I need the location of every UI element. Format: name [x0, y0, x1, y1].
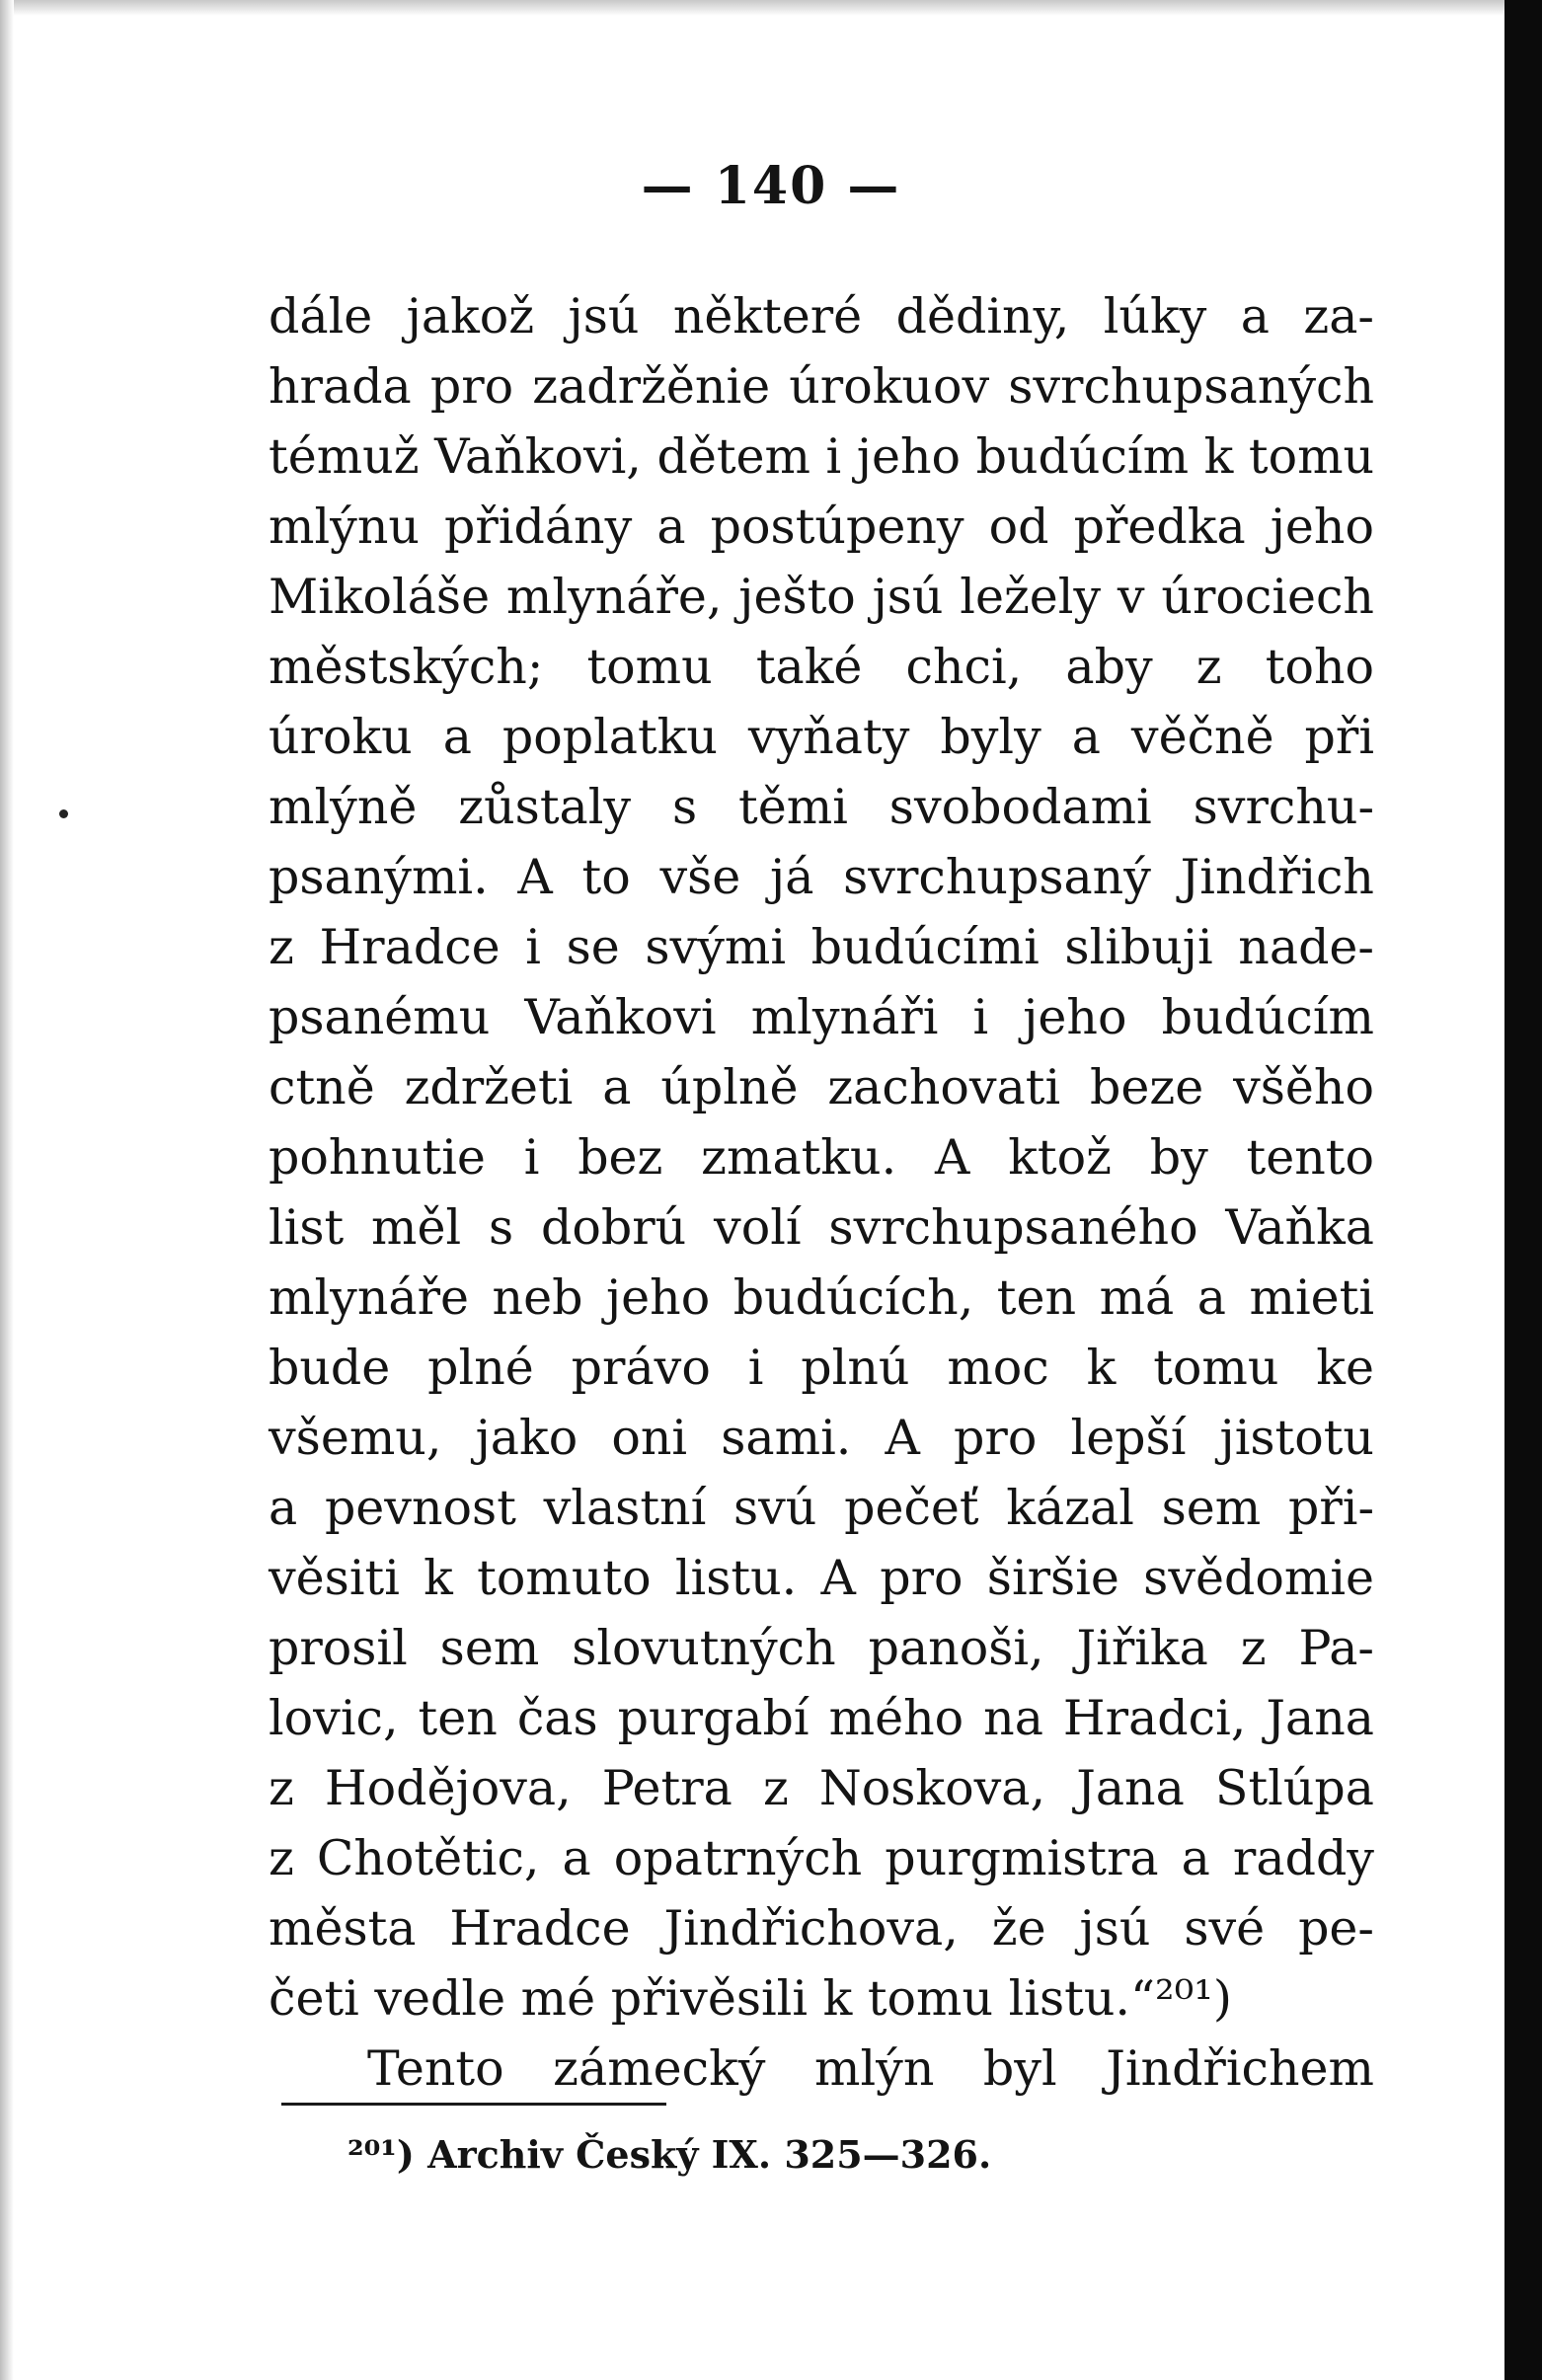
- text-line: témuž Vaňkovi, dětem i jeho budúcím k tomu: [269, 428, 1375, 485]
- footnote-marker: ²⁰¹): [347, 2132, 415, 2177]
- body-text: [269, 281, 1374, 2104]
- text-line: pohnutie i bez zmatku. A ktož by tento: [269, 1129, 1374, 1186]
- text-line-indented: Tento zámecký mlýn byl Jindřichem: [367, 2040, 1374, 2097]
- text-line: bude plné právo i plnú moc k tomu ke: [269, 1340, 1374, 1396]
- text-line: četi vedle mé přivěsili k tomu listu.“²⁰¹): [269, 1970, 1233, 2027]
- ink-speck: [59, 809, 68, 818]
- text-line: mlynáře neb jeho budúcích, ten má a mieti: [269, 1269, 1374, 1326]
- text-line: mlýně zůstaly s těmi svobodami svrchu-: [269, 779, 1374, 835]
- scan-edge-left: [0, 0, 14, 2380]
- text-line: a pevnost vlastní svú pečeť kázal sem při-: [269, 1480, 1374, 1536]
- text-line: ctně zdržeti a úplně zachovati beze všěho: [269, 1059, 1374, 1115]
- page-number: — 140 —: [641, 156, 901, 216]
- text-line: úroku a poplatku vyňaty byly a věčně při: [269, 709, 1374, 765]
- text-line: psanými. A to vše já svrchupsaný Jindřich: [269, 849, 1374, 905]
- text-line: z Hodějova, Petra z Noskova, Jana Stlúpa: [269, 1760, 1374, 1816]
- text-line: dále jakož jsú některé dědiny, lúky a za-: [269, 288, 1374, 345]
- text-line: všemu, jako oni sami. A pro lepší jistotu: [269, 1410, 1374, 1466]
- text-line: městských; tomu také chci, aby z toho: [269, 639, 1374, 695]
- text-line: hrada pro zadržěnie úrokuov svrchupsaných: [269, 358, 1374, 415]
- text-line: z Hradce i se svými budúcími slibuji nade-: [269, 919, 1374, 975]
- text-line: psanému Vaňkovi mlynáři i jeho budúcím: [269, 989, 1374, 1045]
- footnote: [347, 2132, 991, 2177]
- text-line: lovic, ten čas purgabí mého na Hradci, Jana: [269, 1690, 1374, 1746]
- footnote-rule: [281, 2103, 666, 2106]
- text-line: věsiti k tomuto listu. A pro širšie svědomie: [269, 1550, 1374, 1606]
- text-line: list měl s dobrú volí svrchupsaného Vaňka: [269, 1199, 1374, 1256]
- text-line: prosil sem slovutných panoši, Jiřika z Pa-: [269, 1620, 1374, 1676]
- text-line: mlýnu přidány a postúpeny od předka jeho: [269, 499, 1374, 555]
- text-line: z Chotětic, a opatrných purgmistra a raddy: [269, 1830, 1374, 1886]
- scan-edge-right: [1504, 0, 1542, 2380]
- text-line: Mikoláše mlynáře, ješto jsú ležely v úrociech: [269, 569, 1374, 625]
- footnote-text: Archiv Český IX. 325—326.: [427, 2132, 992, 2177]
- scan-edge-top: [0, 0, 1504, 16]
- text-line: města Hradce Jindřichova, že jsú své pe-: [269, 1900, 1374, 1957]
